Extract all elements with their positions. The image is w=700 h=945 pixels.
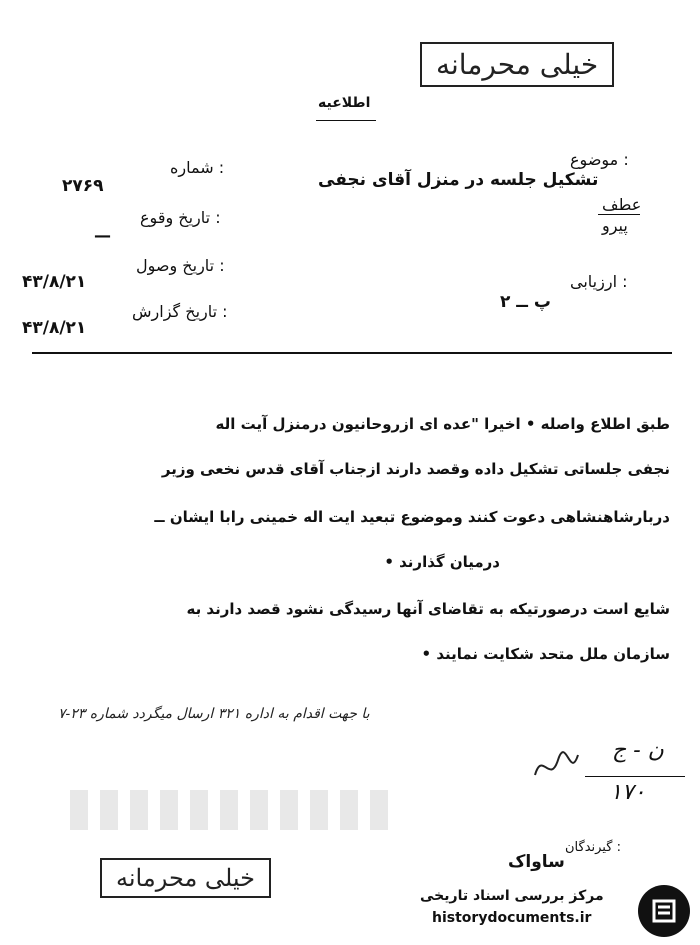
followup-label: پیرو: [602, 216, 628, 235]
bleed-through-marks: [70, 790, 390, 830]
reference-label: عطف: [602, 195, 642, 214]
footer-website: historydocuments.ir: [432, 910, 592, 926]
handwritten-forward-note: با جهت اقدام به اداره ۳۲۱ ارسال میگردد شماره ۲۳-۷: [58, 706, 370, 722]
header-separator: [32, 352, 672, 354]
archive-logo-icon: [638, 885, 690, 937]
body-line-3: دربارشاهنشاهی دعوت کنند وموضوع تبعید ایت اله خمینی رابا ایشان ــ: [154, 508, 670, 526]
report-date-value: ۴۳/۸/۲۱: [22, 318, 87, 338]
number-value: ۲۷۶۹: [62, 176, 104, 196]
reference-divider: [598, 214, 640, 215]
handwritten-code: ن - ج: [612, 738, 664, 763]
recipients-value: ساواک: [508, 852, 565, 872]
document-title: اطلاعیه: [318, 95, 371, 111]
body-line-6: سازمان ملل متحد شکایت نمایند •: [421, 645, 670, 663]
evaluation-label: ارزیابی :: [570, 272, 628, 291]
footer-org-name: مرکز بررسی اسناد تاریخی: [420, 888, 604, 904]
subject-value: تشکیل جلسه در منزل آقای نجفی: [318, 170, 599, 190]
body-line-1: طبق اطلاع واصله • اخیرا "عده ای ازروحانیون درمنزل آیت اله: [215, 415, 670, 433]
subject-label: موضوع :: [570, 150, 629, 169]
receive-date-label: تاریخ وصول :: [136, 256, 225, 275]
bottom-classification-stamp: خیلی محرمانه: [100, 858, 271, 898]
report-date-label: تاریخ گزارش :: [132, 302, 228, 321]
recipients-label: گیرندگان :: [565, 840, 621, 855]
title-underline: [316, 120, 376, 121]
handwritten-number: ۱۷۰: [610, 780, 646, 805]
top-classification-stamp: خیلی محرمانه: [420, 42, 614, 87]
receive-date-value: ۴۳/۸/۲۱: [22, 272, 87, 292]
body-line-2: نجفی جلساتی تشکیل داده وقصد دارند ازجناب آقای قدس نخعی وزیر: [161, 460, 670, 478]
number-label: شماره :: [170, 158, 225, 177]
signature-scribble: [530, 745, 590, 785]
body-line-4: درمیان گذارند •: [384, 553, 500, 571]
event-date-value: —: [94, 226, 111, 246]
body-line-5: شایع است درصورتیکه به تقاضای آنها رسیدگی نشود قصد دارند به: [186, 600, 670, 618]
event-date-label: تاریخ وقوع :: [140, 208, 221, 227]
handwritten-fraction-line: [585, 776, 685, 777]
evaluation-value: پ ــ ۲: [500, 292, 551, 312]
